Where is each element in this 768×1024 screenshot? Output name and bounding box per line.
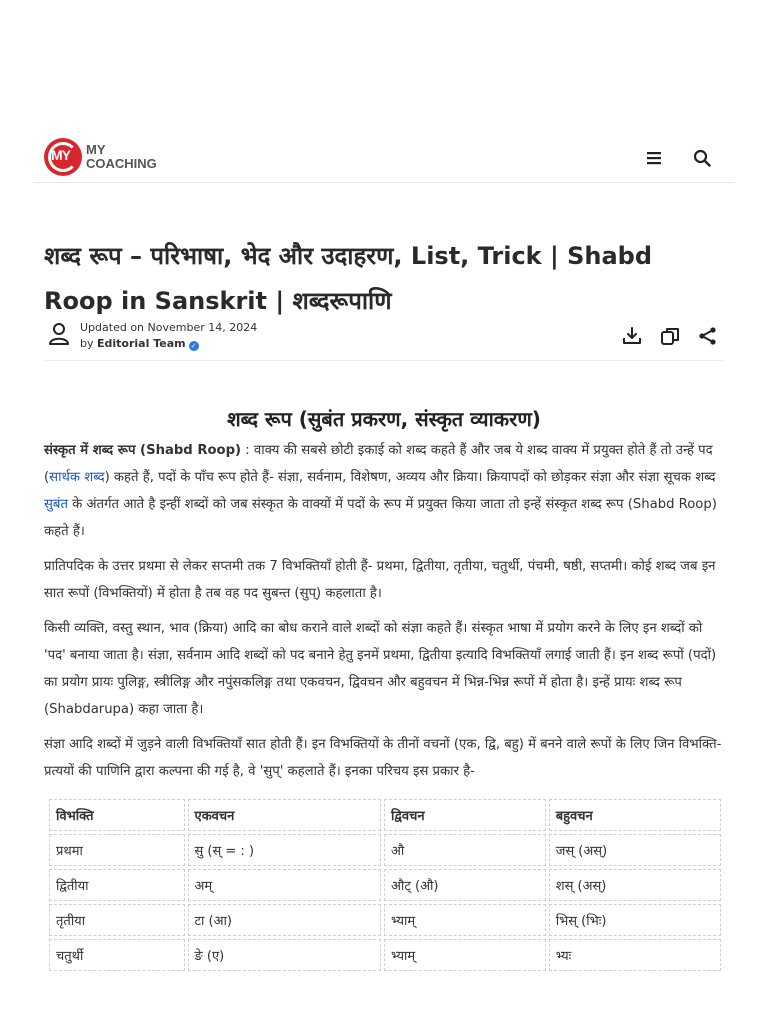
vibhakti-table: [46, 796, 724, 974]
logo-mark: [44, 138, 82, 176]
logo-line2: COACHING: [86, 156, 157, 171]
table-row: [49, 939, 721, 971]
site-logo[interactable]: [44, 138, 157, 176]
link-subant[interactable]: सुबंत: [44, 497, 68, 512]
author-prefix: by: [80, 337, 94, 350]
download-icon[interactable]: [620, 324, 644, 348]
table-cell: जस् (अस्): [549, 834, 721, 866]
table-header-cell: द्विवचन: [384, 799, 546, 831]
table-row: [49, 904, 721, 936]
link-sarthak-shabd[interactable]: सार्थक शब्द: [49, 470, 105, 485]
table-row: [49, 834, 721, 866]
table-cell: भ्यः: [549, 939, 721, 971]
table-header-cell: विभक्ति: [49, 799, 185, 831]
paragraph-1-text-b: ) कहते हैं, पदों के पाँच रूप होते हैं- संज्ञा, सर्वनाम, विशेषण, अव्यय और क्रिया। क्रियापदों को छोड़कर संज्ञा और संज्ञा सूचक शब्द: [104, 470, 716, 485]
table-cell: भिस् (भिः): [549, 904, 721, 936]
table-cell: औट् (औ): [384, 869, 546, 901]
site-header: [34, 132, 734, 183]
paragraph-3: किसी व्यक्ति, वस्तु स्थान, भाव (क्रिया) आदि का बोध कराने वाले शब्दों को संज्ञा कहते हैं। संस्कृत भाषा में प्रयोग करने के लिए इन शब्दों को 'पद' बनाया जाता है। संज्ञा, सर्वनाम आदि शब्दों को पद बनाने हेतु इनमें प्रथमा, द्वितीया इत्यादि विभक्तियाँ लगाई जाती हैं। इन शब्द रूपों (पदों) का प्रयोग प्रायः पुलिङ्ग, स्त्रीलिङ्ग और नपुंसकलिङ्ग तथा एकवचन, द्विवचन और बहुवचन में भिन्न-भिन्न रूपों में होता है। इन्हें प्रायः शब्द रूप (Shabdarupa) कहा जाता है।: [44, 621, 717, 717]
article-meta: [44, 316, 724, 361]
paragraph-1-text-c: के अंतर्गत आते है इन्हीं शब्दों को जब संस्कृत के वाक्यों में पदों के रूप में प्रयुक्त किया जाता तो इन्हें संस्कृत शब्द रूप (Shabd Roop) कहते हैं।: [44, 497, 717, 539]
table-header-row: [49, 799, 721, 831]
page-title: शब्द रूप – परिभाषा, भेद और उदाहरण, List, Trick | Shabd Roop in Sanskrit | शब्दरूपाणि: [44, 242, 653, 316]
table-cell: औ: [384, 834, 546, 866]
table-header-cell: बहुवचन: [549, 799, 721, 831]
paragraph-1-bold: संस्कृत में शब्द रूप (Shabd Roop): [44, 443, 242, 458]
author-name[interactable]: Editorial Team: [97, 337, 186, 350]
hamburger-menu-icon[interactable]: [642, 146, 666, 170]
user-icon: [48, 322, 70, 350]
logo-line1: MY: [86, 142, 106, 157]
table-cell: द्वितीया: [49, 869, 185, 901]
section-title: शब्द रूप (सुबंत प्रकरण, संस्कृत व्याकरण): [227, 406, 541, 431]
paragraph-4: संज्ञा आदि शब्दों में जुड़ने वाली विभक्तियाँ सात होती हैं। इन विभक्तियों के तीनों वचनों (एक, द्वि, बहु) में बनने वाले रूपों के लिए जिन विभक्ति-प्रत्ययों की पाणिनि द्वारा कल्पना की गई है, वे 'सुप्' कहलाते हैं। इनका परिचय इस प्रकार है-: [44, 737, 722, 779]
article-body: [44, 437, 726, 793]
table-cell: ङे (ए): [188, 939, 382, 971]
copy-icon[interactable]: [658, 324, 682, 348]
verified-badge-icon: ✓: [189, 341, 199, 351]
table-header-cell: एकवचन: [188, 799, 382, 831]
paragraph-1: [44, 437, 726, 545]
logo-text: [86, 143, 157, 171]
table-cell: तृतीया: [49, 904, 185, 936]
table-cell: शस् (अस्): [549, 869, 721, 901]
table-cell: चतुर्थी: [49, 939, 185, 971]
paragraph-2: प्रातिपदिक के उत्तर प्रथमा से लेकर सप्तमी तक 7 विभक्तियाँ होती हैं- प्रथमा, द्वितीया, तृतीया, चतुर्थी, पंचमी, षष्ठी, सप्तमी। कोई शब्द जब इन सात रूपों (विभक्तियों) में होता है तब वह पद सुबन्त (सुप्) कहलाता है।: [44, 559, 716, 601]
table-cell: प्रथमा: [49, 834, 185, 866]
search-icon[interactable]: [690, 146, 714, 170]
paragraph-1-text-a: : वाक्य की सबसे छोटी इकाई को शब्द कहते हैं और जब ये शब्द वाक्य में प्रयुक्त होते हैं तो उन्हें पद (: [44, 443, 713, 485]
table-cell: भ्याम्: [384, 939, 546, 971]
updated-date: Updated on November 14, 2024: [80, 321, 258, 334]
table-cell: टा (आ): [188, 904, 382, 936]
table-cell: सु (स् = : ): [188, 834, 382, 866]
table-cell: भ्याम्: [384, 904, 546, 936]
logo-mark-text: MY: [51, 147, 70, 163]
table-row: [49, 869, 721, 901]
share-icon[interactable]: [696, 324, 720, 348]
table-cell: अम्: [188, 869, 382, 901]
